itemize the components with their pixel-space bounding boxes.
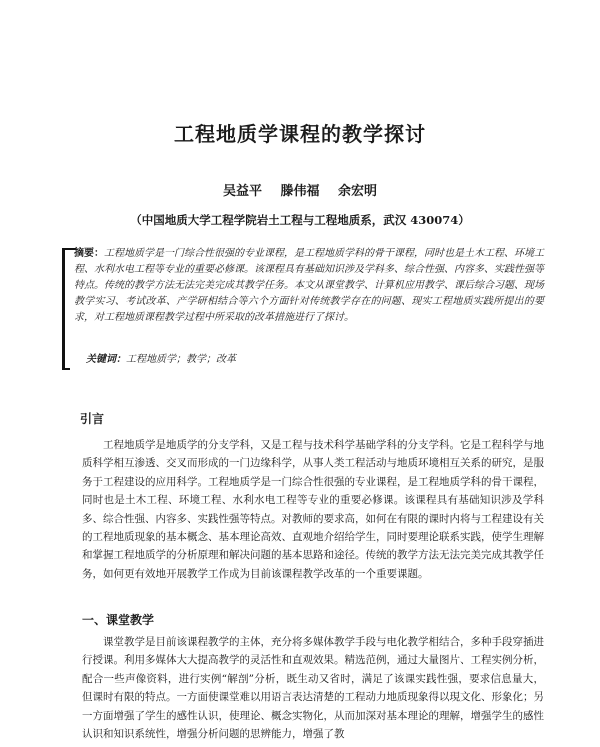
intro-heading: 引言 (80, 412, 105, 426)
section-1-paragraph: 课堂教学是目前该课程教学的主体，充分将多媒体教学手段与电化教学相结合，多种手段穿插进行授课。利用多媒体大大提高教学的灵活性和直观效果。精选范例，通过大量图片、工程实例分析，配合一些声像资料，进行实例“解剖”分析，既生动又省时，满足了该课实践性强，要求信息量大，但课时有限的特点。一方面使课堂难以用语言表达清楚的工程动力地质现象得以現文化、形象化；另一方面增强了学生的感性认识，使理论、概念实物化，从而加深对基本理论的理解，增强学生的感性认识和知识系统性，增强分析问题的思辨能力，增强了教 (82, 636, 544, 741)
abstract-bracket-bottom (62, 368, 70, 370)
abstract-text: 工程地质学是一门综合性很强的专业课程，是工程地质学科的骨干课程，同时也是土木工程、环境工程、水利水电工程等专业的重要必修课。该课程具有基础知识涉及学科多、综合性强、内容多、实践性强等特点。传统的教学方法无法完美完成其教学任务。本文从课堂教学、计算机应用教学、课后综合习题、现场教学实习、考试改革、产学研相结合等六个方面针对传统教学存在的问题、现实工程地质实践所提出的要求，对工程地质课程教学过程中所采取的改革措施进行了探讨。 (74, 248, 544, 323)
abstract-bracket (62, 248, 65, 370)
keywords-text: 工程地质学；教学；改革 (126, 354, 236, 365)
abstract-box (74, 246, 544, 368)
paper-title: 工程地质学课程的教学探讨 (174, 122, 426, 146)
affiliation: （中国地质大学工程学院岩土工程与工程地质系，武汉 430074） (130, 213, 470, 227)
authors: 吴益平 滕伟福 余宏明 (222, 184, 378, 199)
keywords-label: 关键词： (86, 354, 126, 365)
abstract-label: 摘要： (74, 248, 104, 259)
abstract (74, 246, 544, 326)
intro-paragraph: 工程地质学是地质学的分支学科，又是工程与技术科学基础学科的分支学科。它是工程科学与地质科学相互渗透、交叉而形成的一门边缘科学，从事人类工程活动与地质环境相互关系的研究，是服务于工程建设的应用科学。工程地质学是一门综合性很强的专业课程，是工程地质学科的骨干课程，同时也是土木工程、环境工程、水利水电工程等专业的重要必修课。该课程具有基础知识涉及学科多、综合性强、内容多、实践性强等特点。对教师的要求高，如何在有限的课时内将与工程建设有关的工程地质现象的基本概念、基本理论高效、直观地介绍给学生，同时要理论联系实践，使学生理解和掌握工程地质学的分析原理和解决问题的基本思路和途径。传统的教学方法无法完美完成其教学任务，如何更有效地开展教学工作成为目前该课程教学改革的一个重要课题。 (82, 439, 544, 580)
keywords (86, 350, 236, 365)
section-1-heading: 一、课堂教学 (82, 613, 155, 627)
